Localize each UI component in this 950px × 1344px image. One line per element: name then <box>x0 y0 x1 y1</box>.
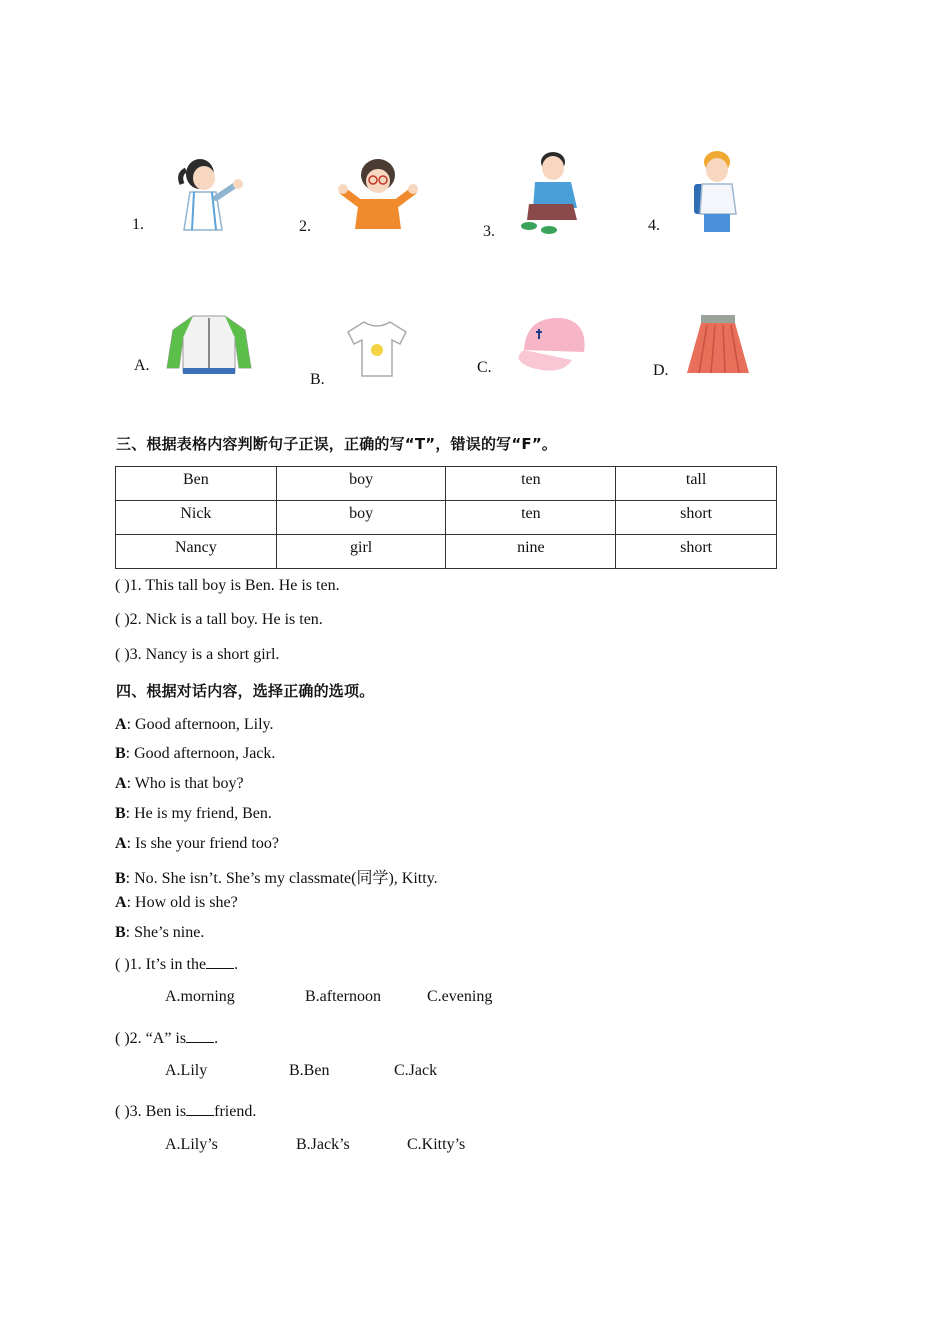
question-2 <box>115 1028 218 1048</box>
option-a[interactable]: A.Lily’s <box>165 1136 218 1153</box>
girl-waving-icon <box>170 152 250 232</box>
question-text: ( )2. “A” is <box>115 1030 187 1047</box>
picture-label-B: B. <box>310 371 325 388</box>
statement-1: ( )1. This tall boy is Ben. He is ten. <box>115 577 340 594</box>
option-b[interactable]: B.afternoon <box>305 988 381 1005</box>
picture-label-1: 1. <box>132 216 144 233</box>
picture-label-A: A. <box>134 357 150 374</box>
table-cell: boy <box>276 501 446 535</box>
dialogue-line <box>115 745 275 763</box>
option-c[interactable]: C.Kitty’s <box>407 1136 466 1153</box>
dialogue-text: : Good afternoon, Jack. <box>125 745 276 762</box>
option-a[interactable]: A.morning <box>165 988 235 1005</box>
dialogue-line <box>115 805 272 823</box>
question-suffix: . <box>234 956 239 973</box>
dialogue-text: : How old is she? <box>126 894 238 911</box>
table-cell: Nick <box>116 501 277 535</box>
question-text: ( )1. It’s in the <box>115 956 207 973</box>
table-row <box>116 535 777 569</box>
question-suffix: . <box>214 1030 219 1047</box>
table-cell: girl <box>276 535 446 569</box>
speaker-label: B <box>115 745 126 762</box>
jacket-icon <box>165 310 253 374</box>
dialogue-line <box>115 924 204 942</box>
picture-label-4: 4. <box>648 217 660 234</box>
question-3 <box>115 1101 256 1121</box>
question-suffix: friend. <box>214 1103 257 1120</box>
question-text: ( )3. Ben is <box>115 1103 187 1120</box>
picture-label-2: 2. <box>299 218 311 235</box>
option-a[interactable]: A.Lily <box>165 1062 208 1079</box>
table-cell: short <box>616 535 777 569</box>
dialogue-line <box>115 835 279 853</box>
dialogue-text: : No. She isn’t. She’s my classmate(同学), Kitty. <box>125 870 438 887</box>
boy-backpack-icon <box>688 148 746 234</box>
table-cell: short <box>616 501 777 535</box>
cap-icon <box>510 310 588 374</box>
picture-label-D: D. <box>653 362 669 379</box>
picture-label-C: C. <box>477 359 492 376</box>
speaker-label: A <box>115 775 127 792</box>
dialogue-line <box>115 894 238 912</box>
table-row <box>116 467 777 501</box>
picture-label-3: 3. <box>483 223 495 240</box>
speaker-label: B <box>115 870 126 887</box>
option-b[interactable]: B.Ben <box>289 1062 330 1079</box>
dialogue-line <box>115 775 244 793</box>
tshirt-icon <box>346 318 408 380</box>
speaker-label: A <box>115 835 127 852</box>
section-3-heading: 三、根据表格内容判断句子正误，正确的写“T”，错误的写“F”。 <box>116 435 558 453</box>
speaker-label: A <box>115 716 127 733</box>
statement-3: ( )3. Nancy is a short girl. <box>115 646 280 663</box>
statement-2: ( )2. Nick is a tall boy. He is ten. <box>115 611 323 628</box>
dialogue-line <box>115 716 274 734</box>
table-cell: Ben <box>116 467 277 501</box>
option-c[interactable]: C.Jack <box>394 1062 438 1079</box>
answer-blank[interactable] <box>206 954 234 969</box>
speaker-label: B <box>115 805 126 822</box>
dialogue-text: : Who is that boy? <box>126 775 244 792</box>
dialogue-text: : She’s nine. <box>125 924 205 941</box>
dialogue-line <box>115 865 438 888</box>
answer-blank[interactable] <box>186 1028 214 1043</box>
table-cell: ten <box>446 467 616 501</box>
speaker-label: A <box>115 894 127 911</box>
dialogue-text: : Good afternoon, Lily. <box>126 716 274 733</box>
info-table <box>115 466 777 569</box>
speaker-label: B <box>115 924 126 941</box>
answer-blank[interactable] <box>186 1101 214 1116</box>
dialogue-text: : Is she your friend too? <box>126 835 279 852</box>
table-cell: boy <box>276 467 446 501</box>
table-cell: nine <box>446 535 616 569</box>
skirt-icon <box>685 313 751 377</box>
section-4-heading: 四、根据对话内容，选择正确的选项。 <box>116 682 375 700</box>
table-cell: tall <box>616 467 777 501</box>
table-row <box>116 501 777 535</box>
option-c[interactable]: C.evening <box>427 988 493 1005</box>
option-b[interactable]: B.Jack’s <box>296 1136 350 1153</box>
dialogue-text: : He is my friend, Ben. <box>125 805 272 822</box>
boy-sitting-icon <box>515 148 585 236</box>
question-1 <box>115 954 238 974</box>
table-cell: Nancy <box>116 535 277 569</box>
girl-glasses-icon <box>335 155 421 231</box>
table-cell: ten <box>446 501 616 535</box>
